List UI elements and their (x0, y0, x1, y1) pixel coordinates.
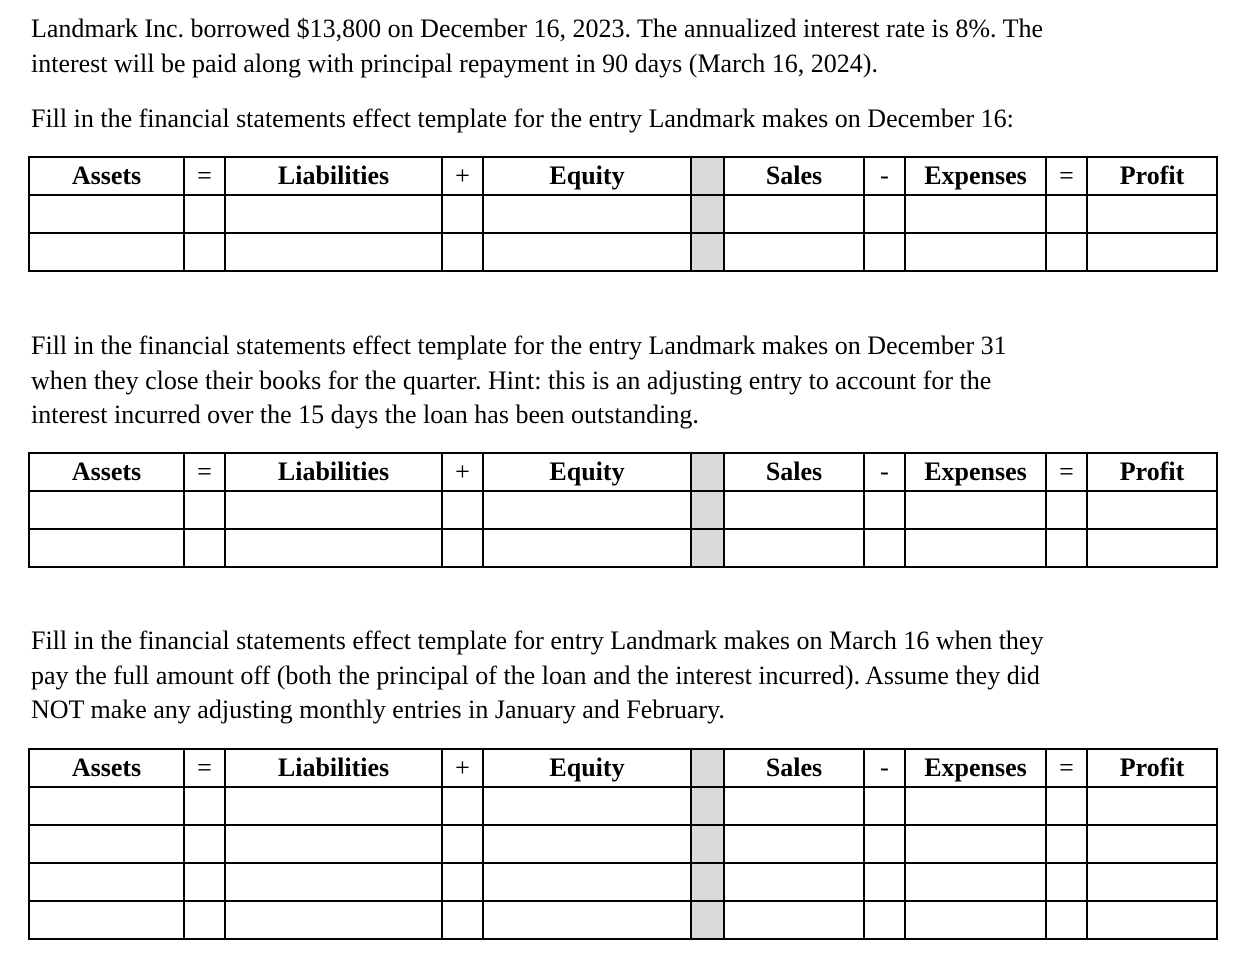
gray-divider (691, 787, 724, 825)
cell-op (442, 195, 483, 233)
gray-divider (691, 453, 724, 491)
template-entry-row (29, 863, 1217, 901)
template-entry-row (29, 195, 1217, 233)
cell-op (864, 863, 905, 901)
cell-liabilities[interactable] (225, 825, 442, 863)
cell-assets[interactable] (29, 901, 184, 939)
template-header-row (29, 157, 1217, 195)
cell-op (1046, 491, 1087, 529)
cell-op (864, 529, 905, 567)
header-profit: Profit (1087, 157, 1217, 195)
cell-liabilities[interactable] (225, 491, 442, 529)
cell-assets[interactable] (29, 491, 184, 529)
cell-profit[interactable] (1087, 863, 1217, 901)
header-equals: = (184, 749, 225, 787)
cell-expenses[interactable] (905, 825, 1046, 863)
cell-op (184, 901, 225, 939)
cell-equity[interactable] (483, 901, 691, 939)
header-equals-2: = (1046, 453, 1087, 491)
cell-sales[interactable] (724, 491, 864, 529)
cell-op (442, 233, 483, 271)
header-profit: Profit (1087, 453, 1217, 491)
header-equity: Equity (483, 453, 691, 491)
intro-paragraph (31, 12, 1211, 81)
cell-equity[interactable] (483, 233, 691, 271)
prompt-line: Fill in the financial statements effect template for entry Landmark makes on March 16 when they (31, 626, 1044, 655)
header-assets: Assets (29, 453, 184, 491)
cell-equity[interactable] (483, 529, 691, 567)
cell-op (1046, 233, 1087, 271)
cell-op (864, 901, 905, 939)
cell-assets[interactable] (29, 195, 184, 233)
intro-line-1: Landmark Inc. borrowed $13,800 on December 16, 2023. The annualized interest rate is 8%. The (31, 14, 1043, 43)
header-minus: - (864, 157, 905, 195)
template-header-row (29, 453, 1217, 491)
cell-expenses[interactable] (905, 491, 1046, 529)
header-liabilities: Liabilities (225, 749, 442, 787)
header-plus: + (442, 453, 483, 491)
cell-equity[interactable] (483, 491, 691, 529)
prompt-line: when they close their books for the quarter. Hint: this is an adjusting entry to account for the (31, 365, 992, 395)
cell-expenses[interactable] (905, 787, 1046, 825)
cell-liabilities[interactable] (225, 863, 442, 901)
template-entry-row (29, 825, 1217, 863)
header-equals-2: = (1046, 749, 1087, 787)
header-sales: Sales (724, 749, 864, 787)
template-entry-row (29, 233, 1217, 271)
cell-op (442, 491, 483, 529)
cell-expenses[interactable] (905, 863, 1046, 901)
cell-op (184, 233, 225, 271)
cell-liabilities[interactable] (225, 901, 442, 939)
cell-liabilities[interactable] (225, 233, 442, 271)
cell-liabilities[interactable] (225, 195, 442, 233)
cell-equity[interactable] (483, 195, 691, 233)
cell-assets[interactable] (29, 233, 184, 271)
cell-op (442, 901, 483, 939)
cell-profit[interactable] (1087, 233, 1217, 271)
prompt-line: interest incurred over the 15 days the loan has been outstanding. (31, 400, 699, 429)
section-2-prompt (31, 329, 1211, 433)
cell-profit[interactable] (1087, 195, 1217, 233)
fs-effect-template-dec16 (28, 156, 1218, 272)
cell-assets[interactable] (29, 529, 184, 567)
fs-effect-template-mar16 (28, 748, 1218, 940)
cell-sales[interactable] (724, 195, 864, 233)
fs-effect-template-dec31 (28, 452, 1218, 568)
header-expenses: Expenses (905, 749, 1046, 787)
gray-divider (691, 491, 724, 529)
cell-op (184, 529, 225, 567)
cell-assets[interactable] (29, 825, 184, 863)
header-equals: = (184, 157, 225, 195)
cell-op (1046, 787, 1087, 825)
cell-assets[interactable] (29, 863, 184, 901)
header-liabilities: Liabilities (225, 453, 442, 491)
cell-op (442, 863, 483, 901)
header-assets: Assets (29, 749, 184, 787)
cell-sales[interactable] (724, 787, 864, 825)
gray-divider (691, 749, 724, 787)
cell-op (864, 825, 905, 863)
template-entry-row (29, 491, 1217, 529)
header-minus: - (864, 453, 905, 491)
cell-liabilities[interactable] (225, 787, 442, 825)
cell-expenses[interactable] (905, 233, 1046, 271)
cell-profit[interactable] (1087, 491, 1217, 529)
cell-assets[interactable] (29, 787, 184, 825)
intro-line-2: interest will be paid along with principal repayment in 90 days (March 16, 2024). (31, 48, 878, 78)
cell-profit[interactable] (1087, 901, 1217, 939)
header-profit: Profit (1087, 749, 1217, 787)
cell-profit[interactable] (1087, 825, 1217, 863)
gray-divider (691, 863, 724, 901)
cell-sales[interactable] (724, 825, 864, 863)
cell-sales[interactable] (724, 901, 864, 939)
cell-sales[interactable] (724, 233, 864, 271)
prompt-line: pay the full amount off (both the principal of the loan and the interest incurred). Assume they did (31, 660, 1040, 690)
cell-op (1046, 863, 1087, 901)
cell-op (1046, 529, 1087, 567)
cell-op (1046, 825, 1087, 863)
cell-equity[interactable] (483, 787, 691, 825)
template-entry-row (29, 901, 1217, 939)
template-entry-row (29, 529, 1217, 567)
header-equity: Equity (483, 157, 691, 195)
header-sales: Sales (724, 453, 864, 491)
cell-op (442, 529, 483, 567)
template-entry-row (29, 787, 1217, 825)
header-liabilities: Liabilities (225, 157, 442, 195)
cell-liabilities[interactable] (225, 529, 442, 567)
header-expenses: Expenses (905, 157, 1046, 195)
cell-op (184, 825, 225, 863)
cell-expenses[interactable] (905, 901, 1046, 939)
section-3-prompt (31, 624, 1211, 728)
cell-op (864, 195, 905, 233)
cell-sales[interactable] (724, 863, 864, 901)
header-sales: Sales (724, 157, 864, 195)
cell-op (184, 195, 225, 233)
header-minus: - (864, 749, 905, 787)
cell-op (1046, 195, 1087, 233)
cell-equity[interactable] (483, 825, 691, 863)
cell-op (442, 825, 483, 863)
header-equity: Equity (483, 749, 691, 787)
cell-op (1046, 901, 1087, 939)
template-header-row (29, 749, 1217, 787)
cell-op (184, 787, 225, 825)
header-equals: = (184, 453, 225, 491)
cell-op (442, 787, 483, 825)
header-expenses: Expenses (905, 453, 1046, 491)
header-plus: + (442, 749, 483, 787)
prompt-line: NOT make any adjusting monthly entries in January and February. (31, 695, 725, 724)
cell-op (184, 863, 225, 901)
cell-op (864, 491, 905, 529)
prompt-line: Fill in the financial statements effect template for the entry Landmark makes on December 16: (31, 104, 1014, 133)
cell-op (864, 233, 905, 271)
prompt-line: Fill in the financial statements effect template for the entry Landmark makes on December 31 (31, 331, 1007, 360)
cell-profit[interactable] (1087, 787, 1217, 825)
gray-divider (691, 195, 724, 233)
cell-expenses[interactable] (905, 529, 1046, 567)
header-assets: Assets (29, 157, 184, 195)
gray-divider (691, 901, 724, 939)
header-equals-2: = (1046, 157, 1087, 195)
cell-expenses[interactable] (905, 195, 1046, 233)
gray-divider (691, 157, 724, 195)
cell-equity[interactable] (483, 863, 691, 901)
cell-op (184, 491, 225, 529)
cell-op (864, 787, 905, 825)
cell-sales[interactable] (724, 529, 864, 567)
cell-profit[interactable] (1087, 529, 1217, 567)
gray-divider (691, 529, 724, 567)
gray-divider (691, 233, 724, 271)
section-1-prompt (31, 102, 1211, 137)
gray-divider (691, 825, 724, 863)
header-plus: + (442, 157, 483, 195)
